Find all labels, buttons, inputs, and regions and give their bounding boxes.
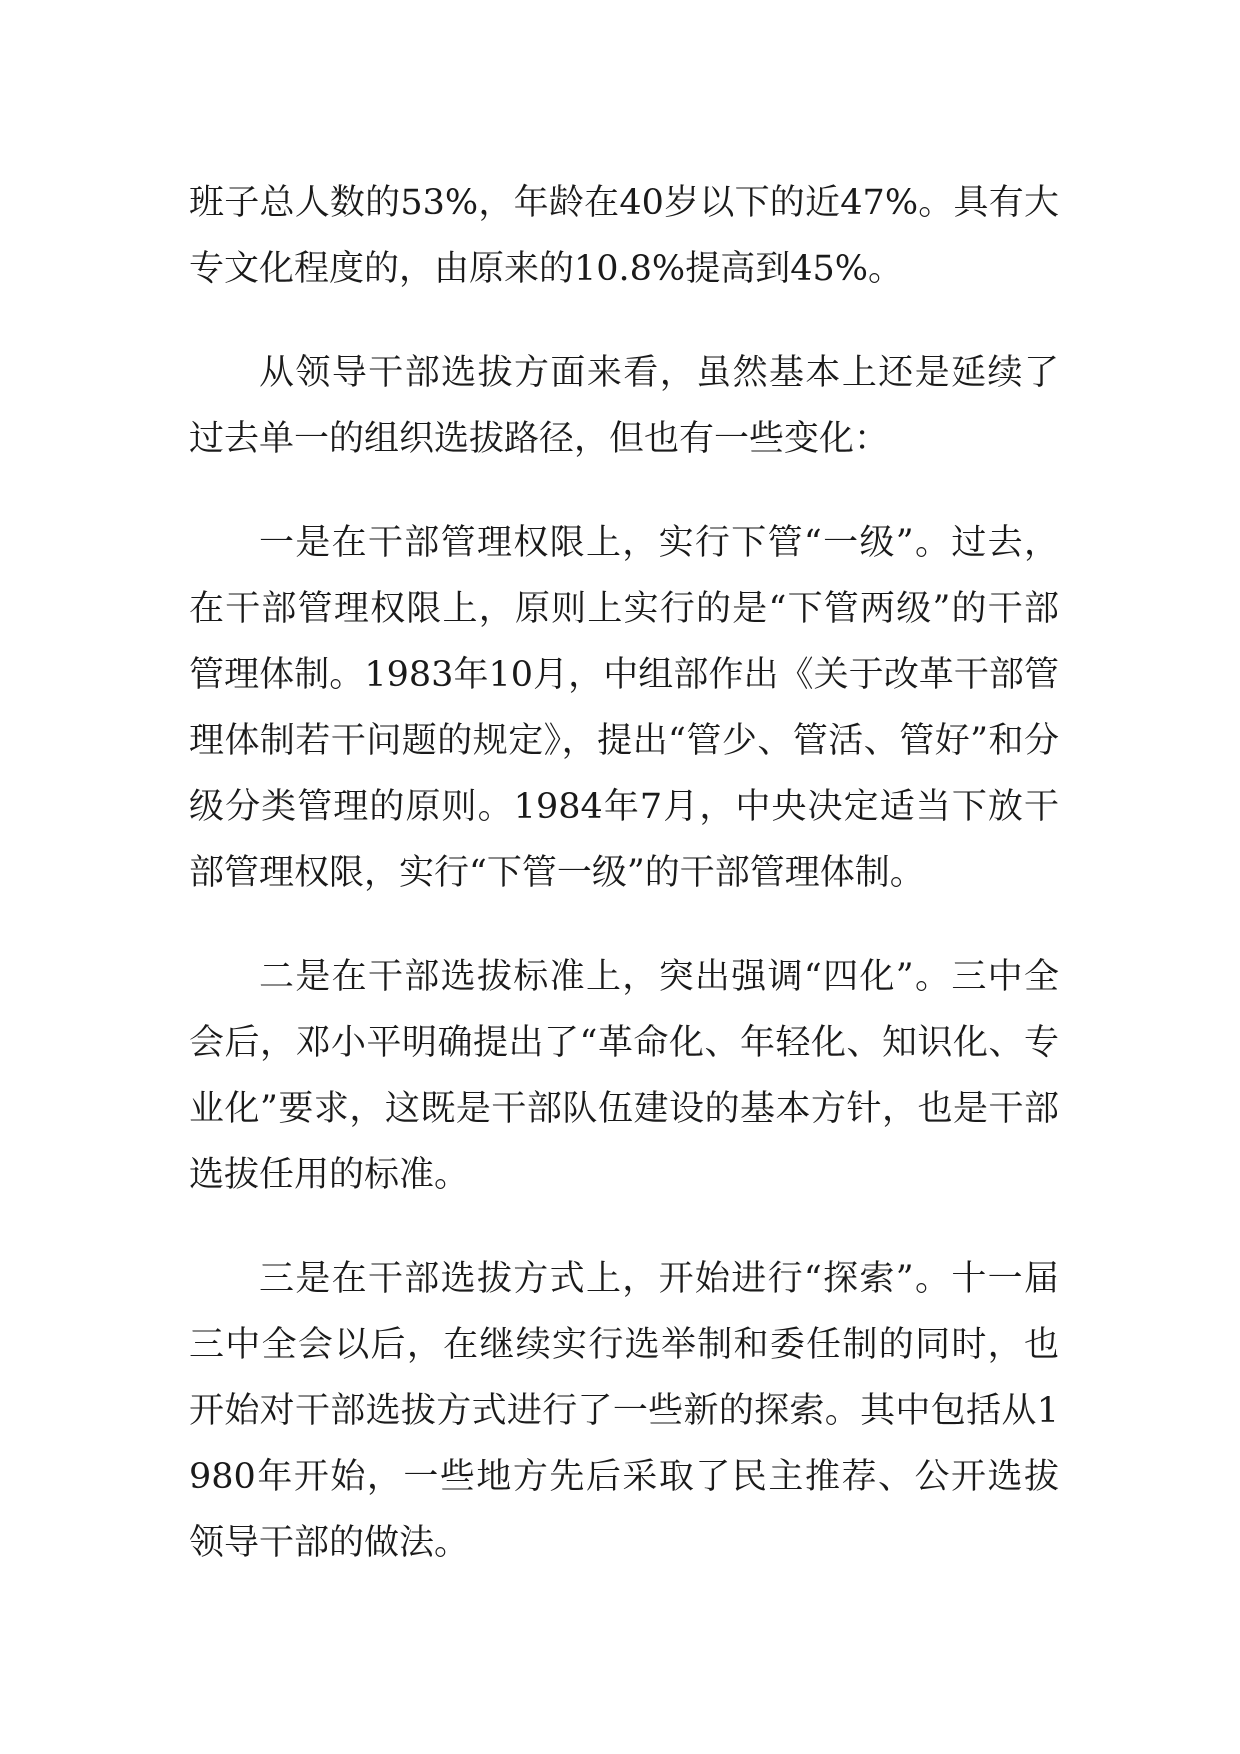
paragraph-management-authority: 一是在干部管理权限上，实行下管“一级”。过去，在干部管理权限上，原则上实行的是“下管两级”的干部管理体制。1983年10月，中组部作出《关于改革干部管理体制若干问题的规定》，提出“管少、管活、管好”和分级分类管理的原则。1984年7月，中央决定适当下放干部管理权限，实行“下管一级”的干部管理体制。 bbox=[189, 523, 1059, 893]
body-text bbox=[189, 170, 1059, 1614]
paragraph-statistics: 班子总人数的53%，年龄在40岁以下的近47%。具有大专文化程度的，由原来的10.8%提高到45%。 bbox=[189, 183, 1059, 289]
paragraph-selection-method: 三是在干部选拔方式上，开始进行“探索”。十一届三中全会以后，在继续实行选举制和委任制的同时，也开始对干部选拔方式进行了一些新的探索。其中包括从1980年开始，一些地方先后采取了民主推荐、公开选拔领导干部的做法。 bbox=[189, 1259, 1059, 1563]
paragraph-selection-standard: 二是在干部选拔标准上，突出强调“四化”。三中全会后，邓小平明确提出了“革命化、年轻化、知识化、专业化”要求，这既是干部队伍建设的基本方针，也是干部选拔任用的标准。 bbox=[189, 957, 1059, 1195]
paragraph-selection-overview: 从领导干部选拔方面来看，虽然基本上还是延续了过去单一的组织选拔路径，但也有一些变化： bbox=[189, 353, 1059, 459]
